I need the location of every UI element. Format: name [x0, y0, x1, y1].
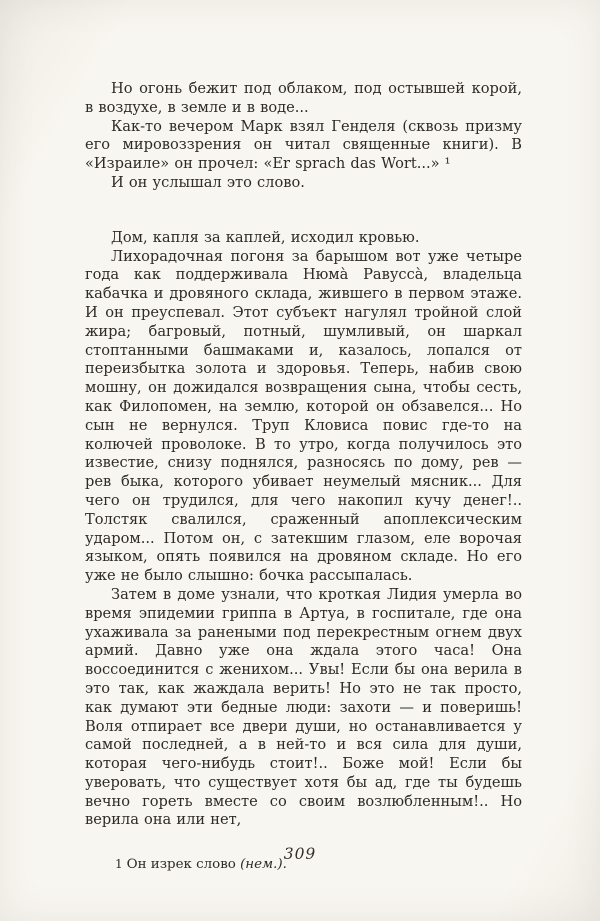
paragraph-he-heard-the-word: И он услышал это слово.	[111, 173, 305, 191]
paragraph-lydia: Затем в доме узнали, что кроткая Лидия умерла во время эпидемии гриппа в Артуа, в госпитале, где она ухаживала за ранеными под перекрестным огнем двух армий. Давно уже она ждала этого часа! Она воссоединится с женихом... Увы! Если бы она верила в это так, как жаждала верить! Но это не так просто, как думают эти бедные люди: захоти — и поверишь! Воля отпирает все двери души, но останавливается у самой последней, а в ней-то и вся сила для души, которая чего-нибудь стоит!.. Боже мой! Если бы уверовать, что существует хотя бы ад, где ты будешь вечно гореть вместе со своим возлюбленным!.. Но верила она или нет,	[85, 585, 522, 829]
page-number: 309	[283, 845, 317, 863]
footnote-language-note: (нем.).	[240, 857, 287, 873]
paragraph-section-opening: Дом, капля за каплей, исходил кровью.	[111, 228, 420, 246]
footnote-text: Он изрек слово	[126, 857, 241, 873]
paragraph-quote-continuation: Но огонь бежит под облаком, под остывшей корой, в воздухе, в земле и в воде...	[85, 80, 522, 116]
paragraph-ravussa: Лихорадочная погоня за барышом вот уже четыре года как поддерживала Нюма̀ Равусса̀, владельца кабачка и дровяного склада, жившего в первом этаже. И он преуспевал. Этот субъект нагулял тройной слой жира; багровый, потный, шумливый, он шаркал стоптанными башмаками и, казалось, лопался от переизбытка золота и здоровья. Теперь, набив свою мошну, он дожидался возвращения сына, чтобы сесть, как Филопомен, на землю, которой он обзавелся... Но сын не вернулся. Труп Кловиса повис где-то на колючей проволоке. В то утро, когда получилось это известие, снизу поднялся, разносясь по дому, рев — рев быка, которого убивает неумелый мясник... Для чего он трудился, для чего накопил кучу денег!.. Толстяк свалился, сраженный апоплексическим ударом... Потом он, с затекшим глазом, еле ворочая языком, опять появился на дровяном складе. Но его уже не было слышно: бочка рассыпалась.	[85, 247, 522, 585]
footnote-marker: 1	[115, 857, 123, 872]
text-column	[85, 80, 522, 873]
paragraph-handel: Как-то вечером Марк взял Генделя (сквозь призму его мировоззрения он читал священные книги). В «Израиле» он прочел: «Er sprach das Wort...» ¹	[85, 117, 522, 173]
